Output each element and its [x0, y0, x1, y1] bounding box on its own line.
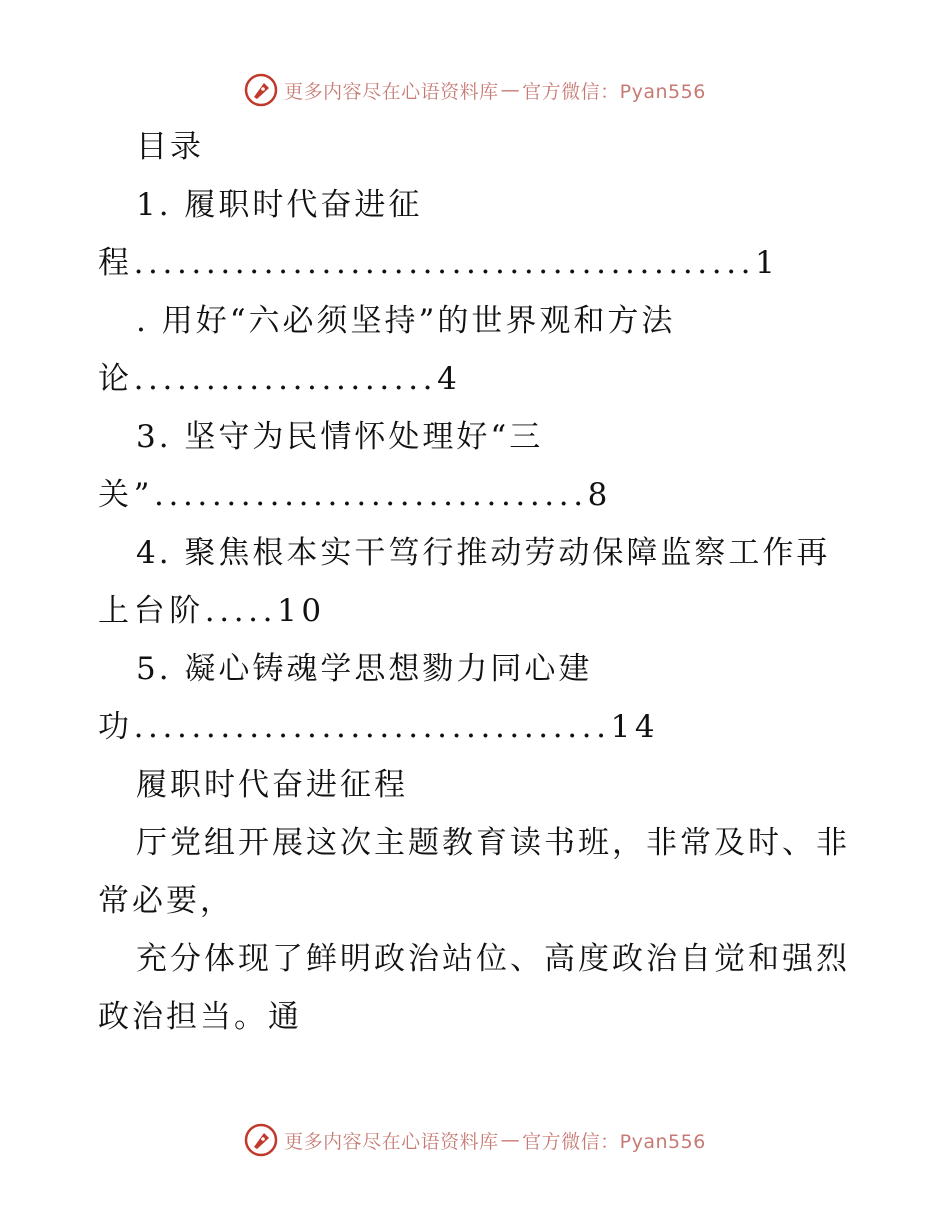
pen-nib-logo-icon	[244, 73, 278, 107]
toc-entry-2-title: . 用好“六必须坚持”的世界观和方法	[136, 303, 676, 339]
paragraph-1-line-1: 厅党组开展这次主题教育读书班，非常及时、非	[136, 825, 850, 861]
toc-entry-3-page: 关”..............................8	[98, 477, 612, 513]
toc-title: 目录	[136, 129, 204, 165]
document-page	[98, 118, 858, 1046]
toc-entry-3-title: 3. 坚守为民情怀处理好“三	[136, 419, 544, 455]
watermark-dash: —	[500, 79, 521, 101]
paragraph-2-line-2: 政治担当。通	[98, 999, 302, 1035]
toc-entry-1-page: 程...........................................1	[98, 245, 780, 281]
toc-entry-4-page: 上台阶.....10	[98, 593, 326, 629]
watermark-dash: —	[500, 1129, 521, 1151]
paragraph-2-line-1: 充分体现了鲜明政治站位、高度政治自觉和强烈	[136, 941, 850, 977]
header-watermark	[0, 70, 950, 110]
toc-entry-4-title: 4. 聚焦根本实干笃行推动劳动保障监察工作再	[136, 535, 831, 571]
footer-watermark	[0, 1120, 950, 1160]
toc-entry-5-page: 功.................................14	[98, 709, 660, 745]
watermark-text: 更多内容尽在心语资料库	[284, 80, 499, 103]
section-heading: 履职时代奋进征程	[136, 767, 408, 803]
watermark-wechat: 官方微信：Pyan556	[522, 1130, 706, 1153]
toc-entry-1-title: 1. 履职时代奋进征	[136, 187, 423, 223]
paragraph-1-line-2: 常必要，	[98, 883, 234, 919]
toc-entry-5-title: 5. 凝心铸魂学思想勠力同心建	[136, 651, 593, 687]
pen-nib-logo-icon	[244, 1123, 278, 1157]
watermark-wechat: 官方微信：Pyan556	[522, 80, 706, 103]
toc-entry-2-page: 论.....................4	[98, 361, 462, 397]
watermark-text: 更多内容尽在心语资料库	[284, 1130, 499, 1153]
